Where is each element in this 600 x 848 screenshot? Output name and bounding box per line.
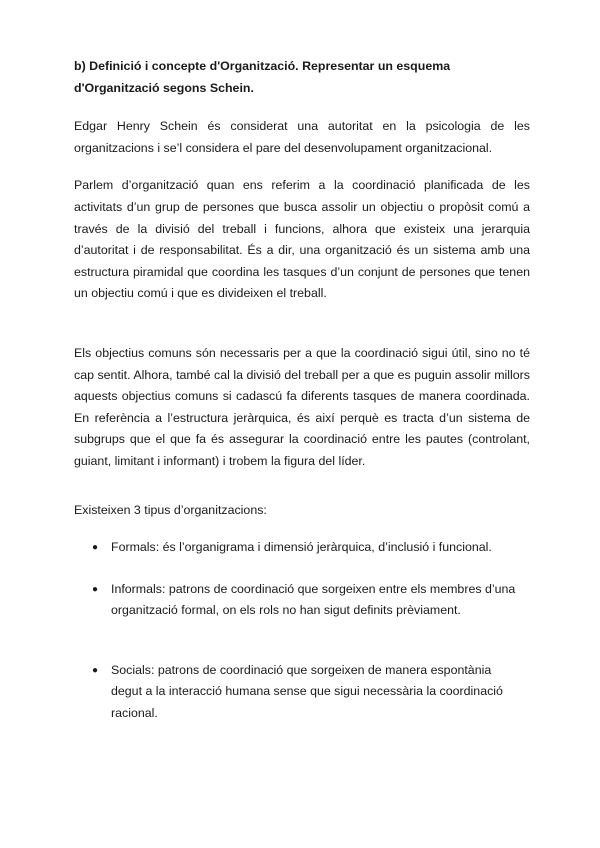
document-page <box>74 56 530 725</box>
list-item-text: Socials: patrons de coordinació que sorgeixen de manera espontània degut a la interacció humana sense que sigui necessària la coordinació racional. <box>111 662 503 721</box>
paragraph-organization-definition: Parlem d’organització quan ens referim a la coordinació planificada de les activitats d’un grup de persones que busca assolir un objectiu o propòsit comú a través de la divisió del treball i funcions, alhora que existeix una jerarquia d’autoritat i de responsabilitat. És a dir, una organització és un sistema amb una estructura piramidal que coordina les tasques d’un conjunt de persones que tenen un objectiu comú i que es divideixen el treball. <box>74 178 530 301</box>
bullet-icon: ● <box>92 664 99 676</box>
paragraph-schein: Edgar Henry Schein és considerat una autoritat en la psicologia de les organitzacions i se’l considera el pare del desenvolupament organitzacional. <box>74 119 530 155</box>
bullet-icon: ● <box>92 583 99 595</box>
bullet-icon: ● <box>92 542 99 554</box>
list-item-text: Informals: patrons de coordinació que sorgeixen entre els membres d’una organització formal, on els rols no han sigut definits prèviament. <box>111 581 516 618</box>
list-item-text: Formals: és l’organigrama i dimensió jeràrquica, d’inclusió i funcional. <box>111 540 492 555</box>
list-item-formals <box>74 537 530 559</box>
list-item-socials <box>74 660 530 725</box>
section-heading: b) Definició i concepte d'Organització. Representar un esquema d'Organització segons Schein. <box>74 59 451 95</box>
organization-types-list <box>74 537 530 725</box>
list-intro: Existeixen 3 tipus d’organitzacions: <box>74 502 267 517</box>
paragraph-common-objectives: Els objectius comuns són necessaris per a que la coordinació sigui útil, sino no té cap sentit. Alhora, també cal la divisió del treball per a que es puguin assolir millors aquests objectius comuns si cadascú fa diferents tasques de manera coordinada. En referència a l’estructura jeràrquica, és així perquè es tracta d’un sistema de subgrups que el que fa és assegurar la coordinació entre les pautes (controlant, guiant, limitant i informant) i trobem la figura del líder. <box>74 345 530 468</box>
list-item-informals <box>74 579 530 622</box>
